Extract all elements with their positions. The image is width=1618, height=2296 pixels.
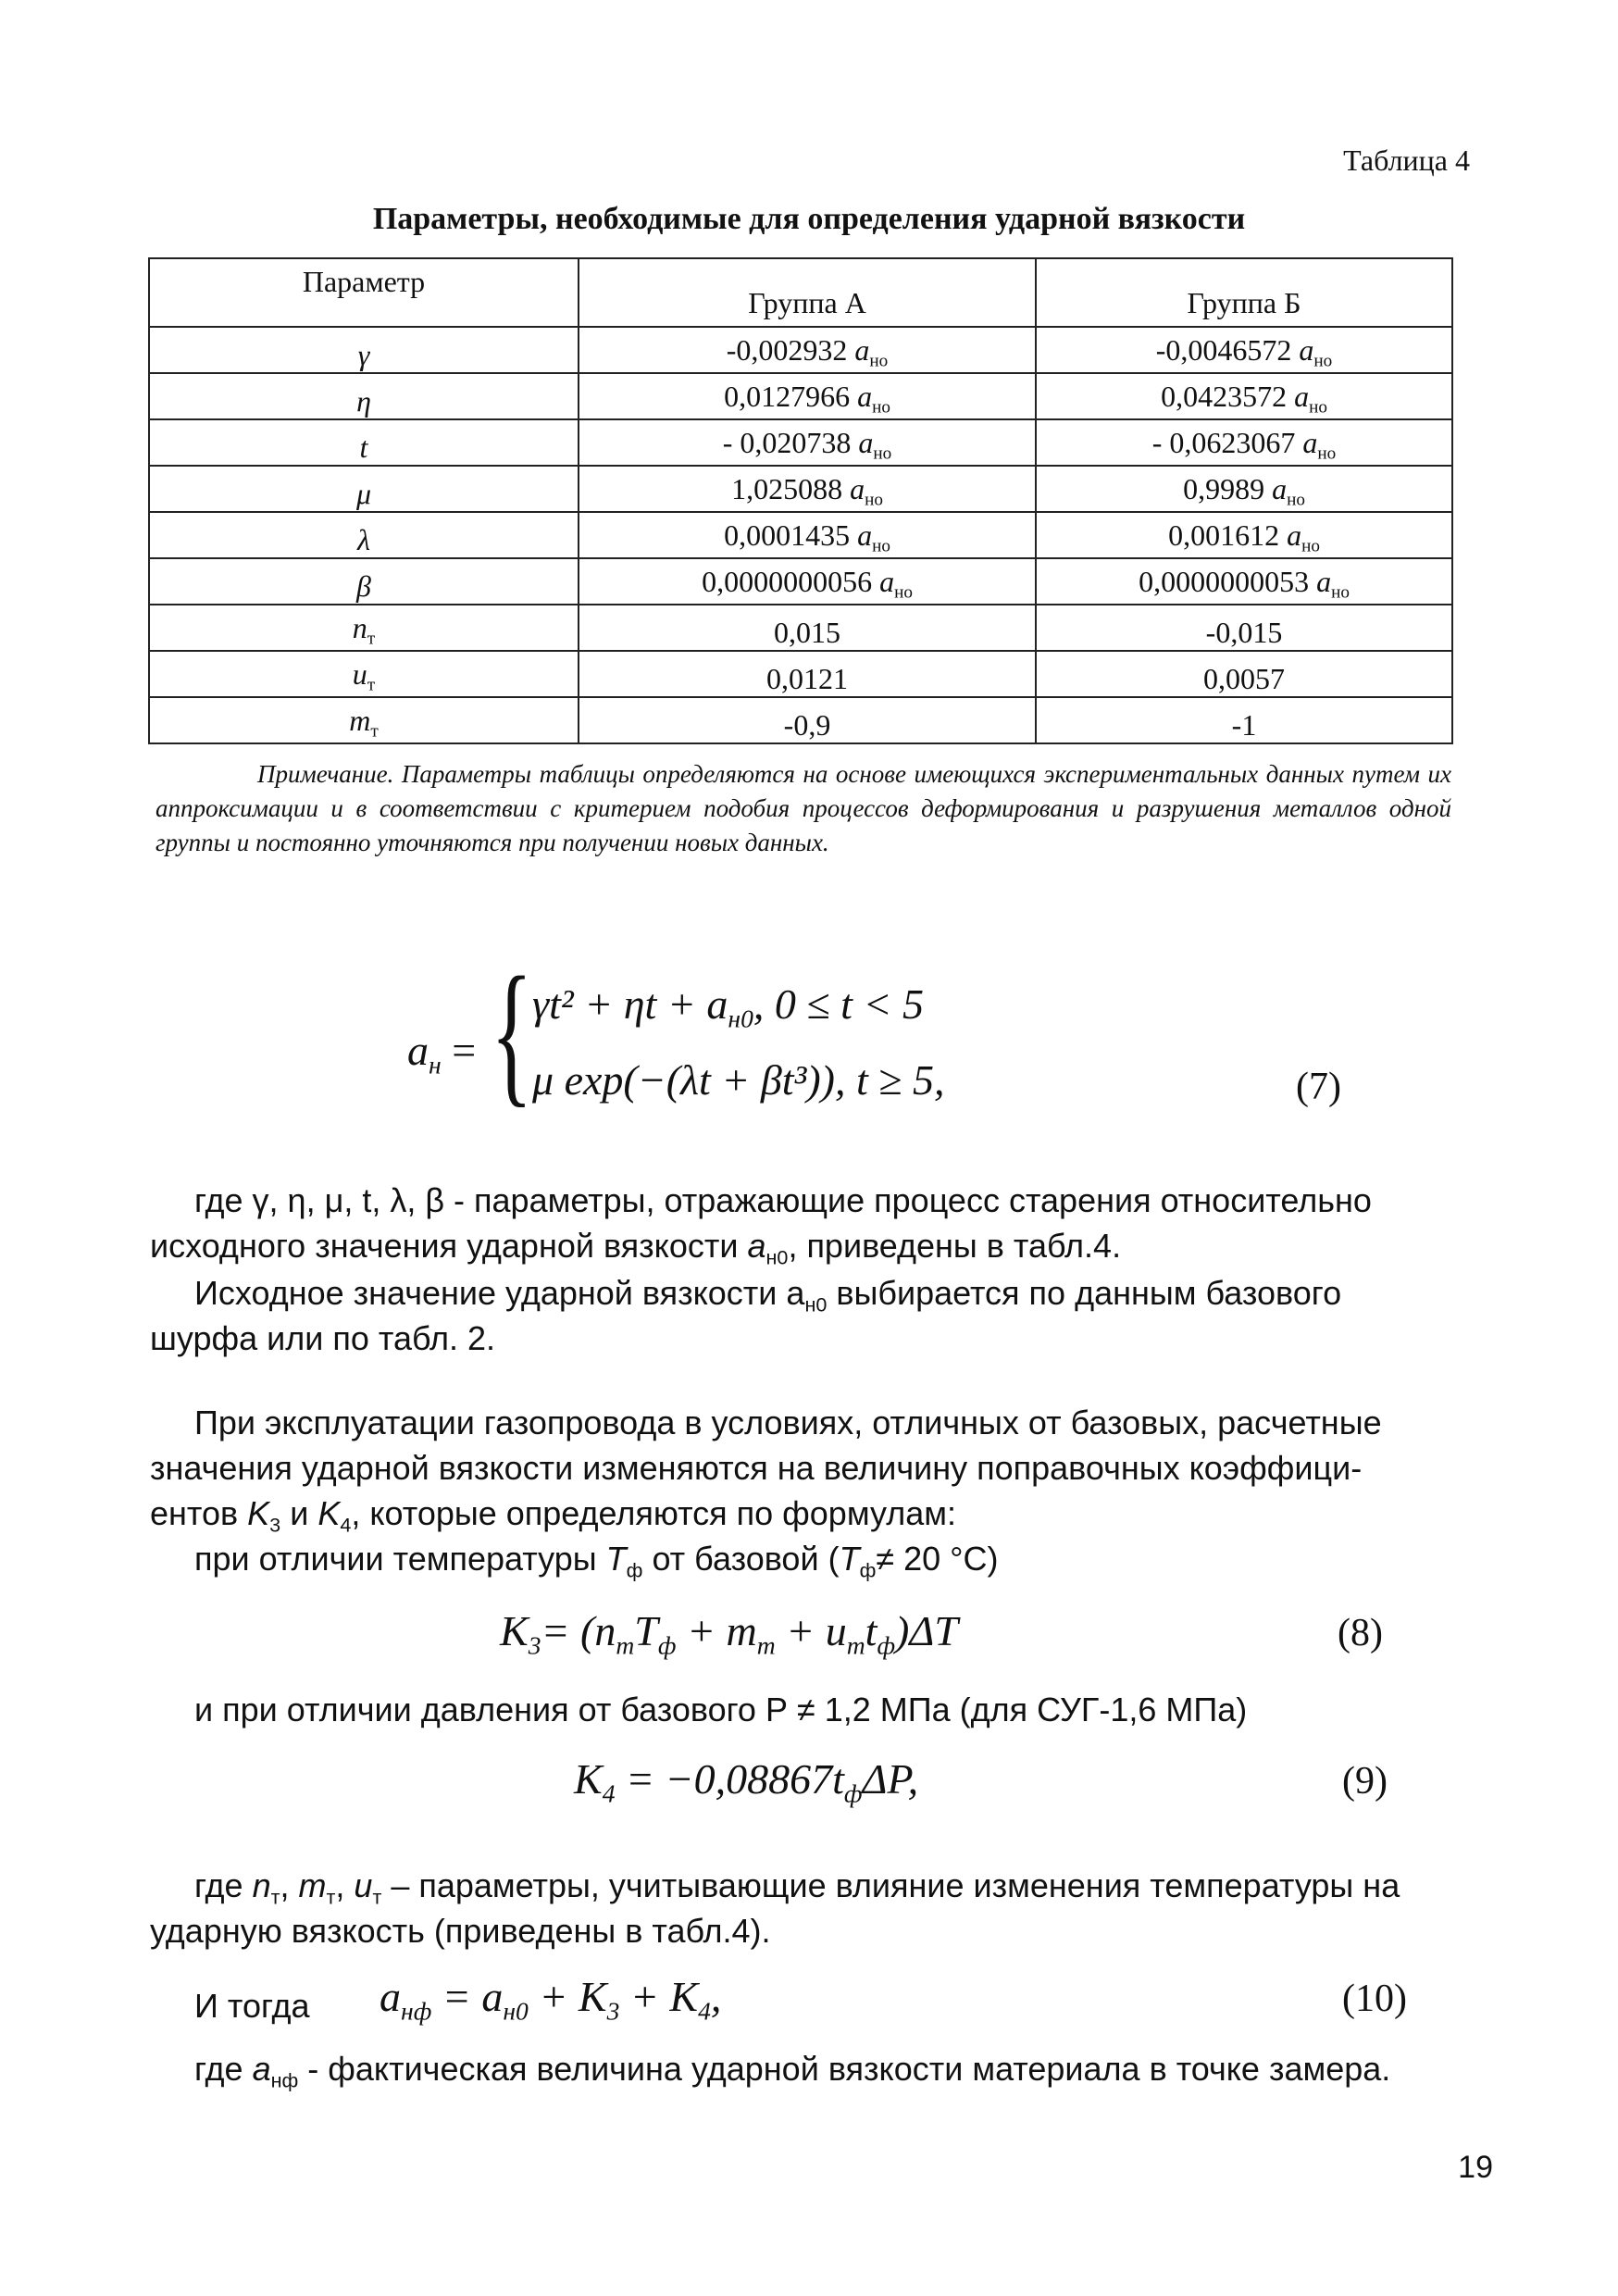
table-row: [149, 327, 1452, 373]
param-cell: μ: [149, 466, 579, 512]
header-parameter: Параметр: [149, 258, 579, 327]
formula10: $a_{нф} = a_{н0} + K_3 + K_4$,: [380, 1973, 722, 2026]
group-a-cell: -0,002932 $a_{но}$: [579, 327, 1036, 373]
group-a-cell: 0,015: [579, 605, 1036, 651]
group-b-cell: - 0,0623067 $a_{но}$: [1036, 419, 1452, 466]
p2-line2: шурфа или по табл. 2.: [150, 1319, 496, 1357]
table-row: [149, 419, 1452, 466]
formula8: $K_3= (n_тT_ф + m_т + u_тt_ф)\Delta T$: [500, 1607, 958, 1660]
table-row: [149, 558, 1452, 605]
p6-line1: где $a_{нф}$ - фактическая величина ударной вязкости материала в точке замера.: [194, 2050, 1391, 2092]
table-row: [149, 512, 1452, 558]
group-a-cell: -0,9: [579, 697, 1036, 743]
table-row: [149, 605, 1452, 651]
group-a-cell: 0,0001435 $a_{но}$: [579, 512, 1036, 558]
formula7-line1: $\gamma t^2 + \eta t + a_{н0}$, 0 ≤ t < 5: [532, 980, 924, 1033]
formula8-number: (8): [1338, 1612, 1383, 1654]
table-label: Таблица 4: [1343, 144, 1470, 177]
param-cell: $n_т$: [149, 605, 579, 651]
table-row: [149, 697, 1452, 743]
table-row: [149, 466, 1452, 512]
param-cell: β: [149, 558, 579, 605]
param-cell: t: [149, 419, 579, 466]
param-cell: η: [149, 373, 579, 419]
group-a-cell: - 0,020738 $a_{но}$: [579, 419, 1036, 466]
note-label: Примечание.: [257, 760, 394, 788]
p3-line4: при отличии температуры $T_ф$ от базовой ($T_ф\ne 20$ °С): [194, 1540, 999, 1582]
p3-line3: ентов $K_3$ и $K_4$, которые определяются по формулам:: [150, 1494, 956, 1537]
group-b-cell: -0,015: [1036, 605, 1452, 651]
table-note: [156, 757, 1451, 860]
p5-line2: ударную вязкость (приведены в табл.4).: [150, 1912, 771, 1950]
formula9: $K_4 = -0,08867t_ф\Delta P$,: [574, 1755, 919, 1808]
p4-line1: и при отличии давления от базового Р ≠ 1,2 МПа (для СУГ-1,6 МПа): [194, 1691, 1248, 1728]
group-a-cell: 1,025088 $a_{но}$: [579, 466, 1036, 512]
formula9-number: (9): [1342, 1760, 1388, 1803]
group-b-cell: 0,9989 $a_{но}$: [1036, 466, 1452, 512]
formula7-brace: {: [491, 945, 533, 1121]
group-a-cell: 0,0000000056 $a_{но}$: [579, 558, 1036, 605]
group-b-cell: 0,0423572 $a_{но}$: [1036, 373, 1452, 419]
parameters-table: [148, 257, 1453, 744]
formula7-line2: μ exp(−(λt + βt³)), t ≥ 5,: [532, 1056, 945, 1104]
param-cell: γ: [149, 327, 579, 373]
p5-line1: где $n_т$, $m_т$, $u_т$ – параметры, учитывающие влияние изменения температуры на: [194, 1866, 1400, 1909]
p1-line2: исходного значения ударной вязкости $a_{н0}$, приведены в табл.4.: [150, 1227, 1122, 1269]
formula10-prefix: И тогда: [194, 1987, 310, 2025]
table-header-row: [149, 258, 1452, 327]
p3-line1: При эксплуатации газопровода в условиях, отличных от базовых, расчетные: [194, 1404, 1382, 1441]
p2-line1: Исходное значение ударной вязкости $a_{н0}$ выбирается по данным базового: [194, 1274, 1342, 1316]
group-b-cell: 0,001612 $a_{но}$: [1036, 512, 1452, 558]
group-b-cell: 0,0000000053 $a_{но}$: [1036, 558, 1452, 605]
group-b-cell: -1: [1036, 697, 1452, 743]
formula7-lhs: $a_н$ =: [407, 1027, 477, 1079]
table-row: [149, 373, 1452, 419]
header-group-b: Группа Б: [1036, 258, 1452, 327]
formula10-number: (10): [1342, 1978, 1407, 2020]
param-cell: $m_т$: [149, 697, 579, 743]
page-number: 19: [1458, 2150, 1493, 2185]
p3-line2: значения ударной вязкости изменяются на величину поправочных коэффици-: [150, 1449, 1363, 1487]
group-a-cell: 0,0121: [579, 651, 1036, 697]
param-cell: λ: [149, 512, 579, 558]
group-b-cell: -0,0046572 $a_{но}$: [1036, 327, 1452, 373]
table-title: Параметры, необходимые для определения ударной вязкости: [372, 202, 1246, 236]
formula7-number: (7): [1296, 1066, 1341, 1108]
group-a-cell: 0,0127966 $a_{но}$: [579, 373, 1036, 419]
group-b-cell: 0,0057: [1036, 651, 1452, 697]
p1-line1: где γ, η, μ, t, λ, β - параметры, отражающие процесс старения относительно: [194, 1181, 1372, 1219]
table-row: [149, 651, 1452, 697]
note-text: Параметры таблицы определяются на основе имеющихся экспериментальных данных путем их аппроксимации и в соответствии с критерием подобия процессов деформирования и разрушения металлов одной группы и постоянно уточняются при получении новых данных.: [156, 760, 1452, 856]
table-body: [149, 327, 1452, 743]
param-cell: $u_т$: [149, 651, 579, 697]
header-group-a: Группа А: [579, 258, 1036, 327]
